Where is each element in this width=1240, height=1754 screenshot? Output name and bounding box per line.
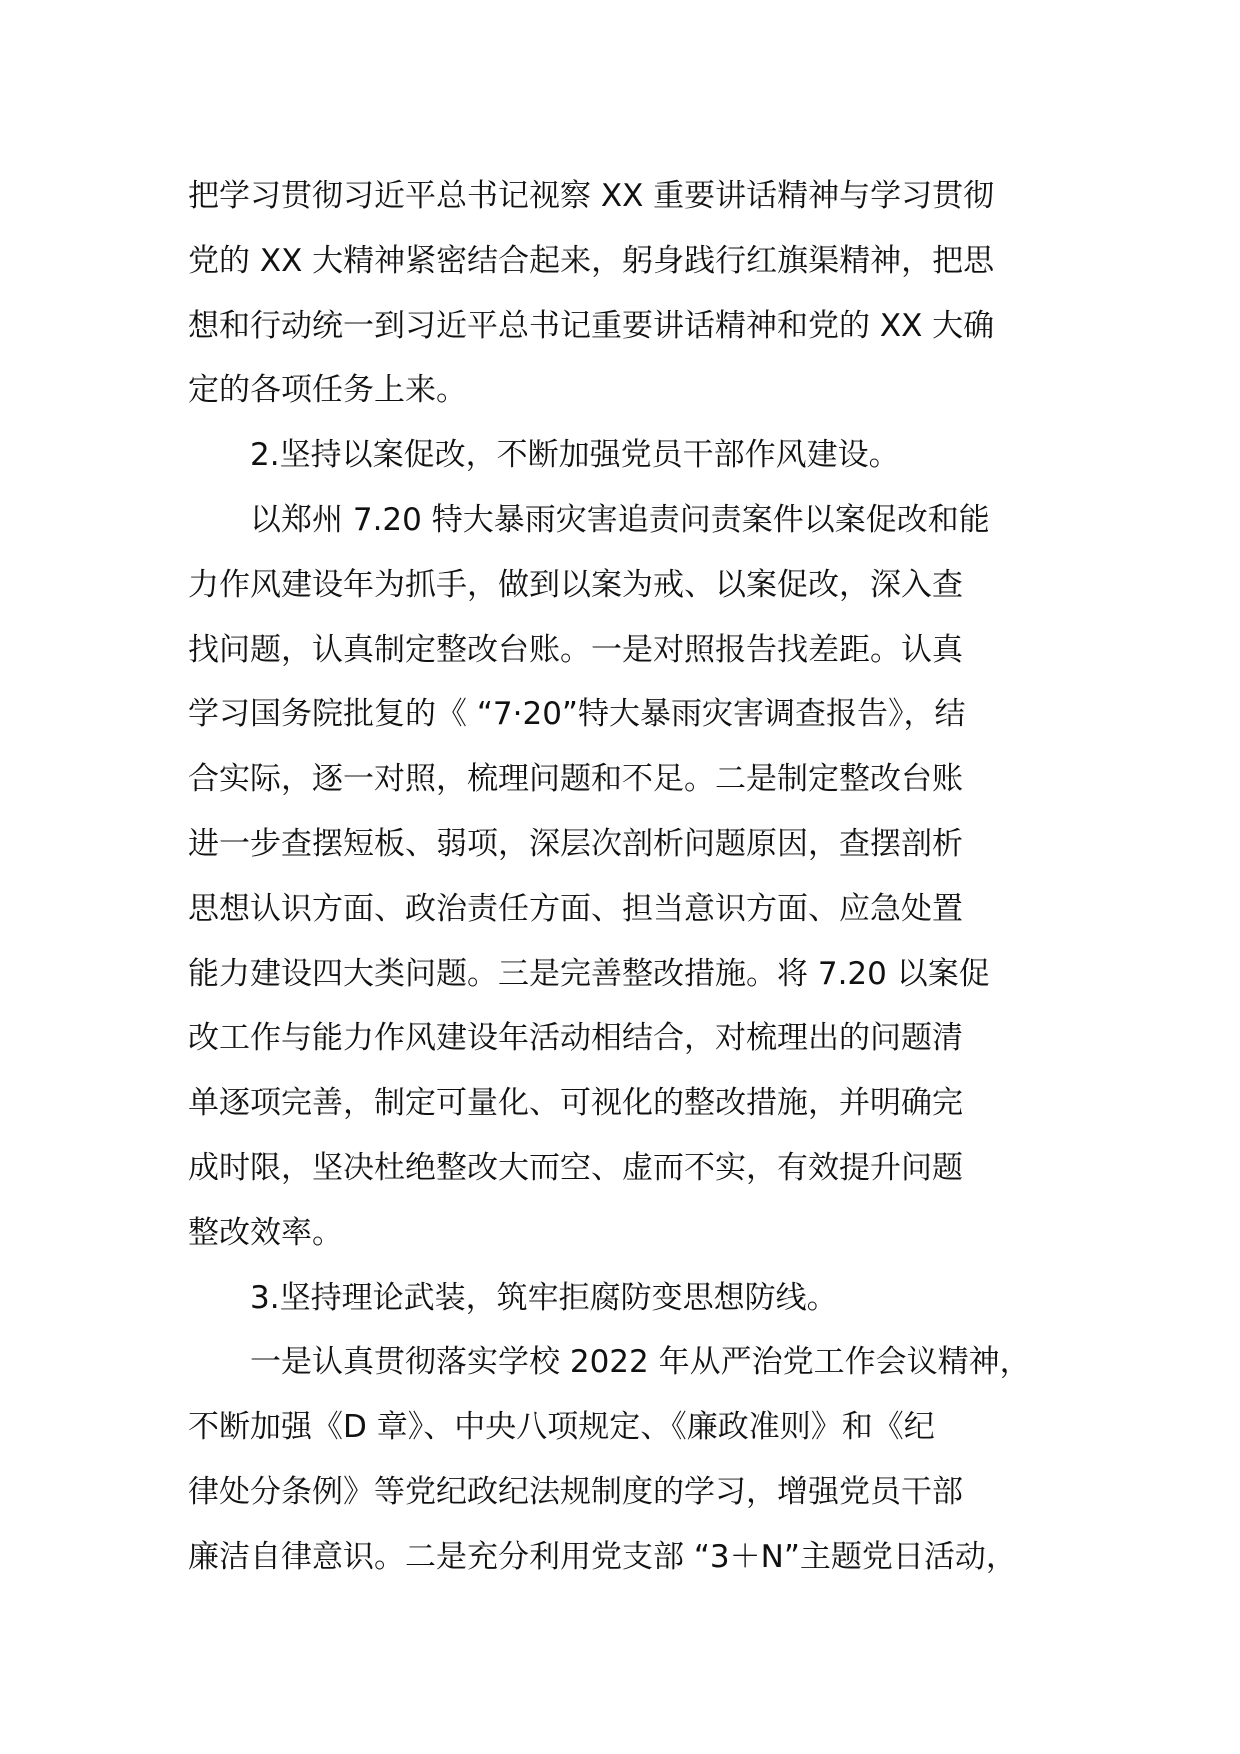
text-line: 改工作与能力作风建设年活动相结合，对梳理出的问题清 xyxy=(188,1020,963,1057)
text-line: 学习国务院批复的《 “7·20”特大暴雨灾害调查报告》，结 xyxy=(188,696,966,733)
text-line: 把学习贯彻习近平总书记视察 XX 重要讲话精神与学习贯彻 xyxy=(188,178,995,214)
text-line: 不断加强《D 章》、中央八项规定、《廉政准则》和《纪 xyxy=(188,1409,935,1446)
text-line: 律处分条例》等党纪政纪法规制度的学习，增强党员干部 xyxy=(188,1473,963,1510)
text-line: 廉洁自律意识。二是充分利用党支部 “3＋N”主题党日活动， xyxy=(188,1538,1017,1575)
text-line: 党的 XX 大精神紧密结合起来，躬身践行红旗渠精神，把思 xyxy=(188,242,995,279)
text-line: 进一步查摆短板、弱项，深层次剖析问题原因，查摆剖析 xyxy=(188,825,963,862)
document-body xyxy=(188,164,1053,1590)
text-line: 单逐项完善，制定可量化、可视化的整改措施，并明确完 xyxy=(188,1085,963,1122)
text-line: 以郑州 7.20 特大暴雨灾害追责问责案件以案促改和能 xyxy=(250,501,990,538)
text-line: 找问题，认真制定整改台账。一是对照报告找差距。认真 xyxy=(188,631,963,668)
text-line: 能力建设四大类问题。三是完善整改措施。将 7.20 以案促 xyxy=(188,955,990,992)
text-line: 力作风建设年为抓手，做到以案为戒、以案促改，深入查 xyxy=(188,566,963,603)
text-line: 想和行动统一到习近平总书记重要讲话精神和党的 XX 大确 xyxy=(188,307,995,344)
text-line: 成时限，坚决杜绝整改大而空、虚而不实，有效提升问题 xyxy=(188,1149,963,1186)
text-line: 整改效率。 xyxy=(188,1214,343,1251)
text-line: 定的各项任务上来。 xyxy=(188,372,467,409)
section-heading-2: 2.坚持以案促改，不断加强党员干部作风建设。 xyxy=(250,437,900,474)
text-line: 思想认识方面、政治责任方面、担当意识方面、应急处置 xyxy=(188,890,963,927)
section-heading-3: 3.坚持理论武装，筑牢拒腐防变思想防线。 xyxy=(250,1279,838,1316)
text-line: 一是认真贯彻落实学校 2022 年从严治党工作会议精神， xyxy=(250,1344,1031,1381)
text-line: 合实际，逐一对照，梳理问题和不足。二是制定整改台账 xyxy=(188,761,963,798)
